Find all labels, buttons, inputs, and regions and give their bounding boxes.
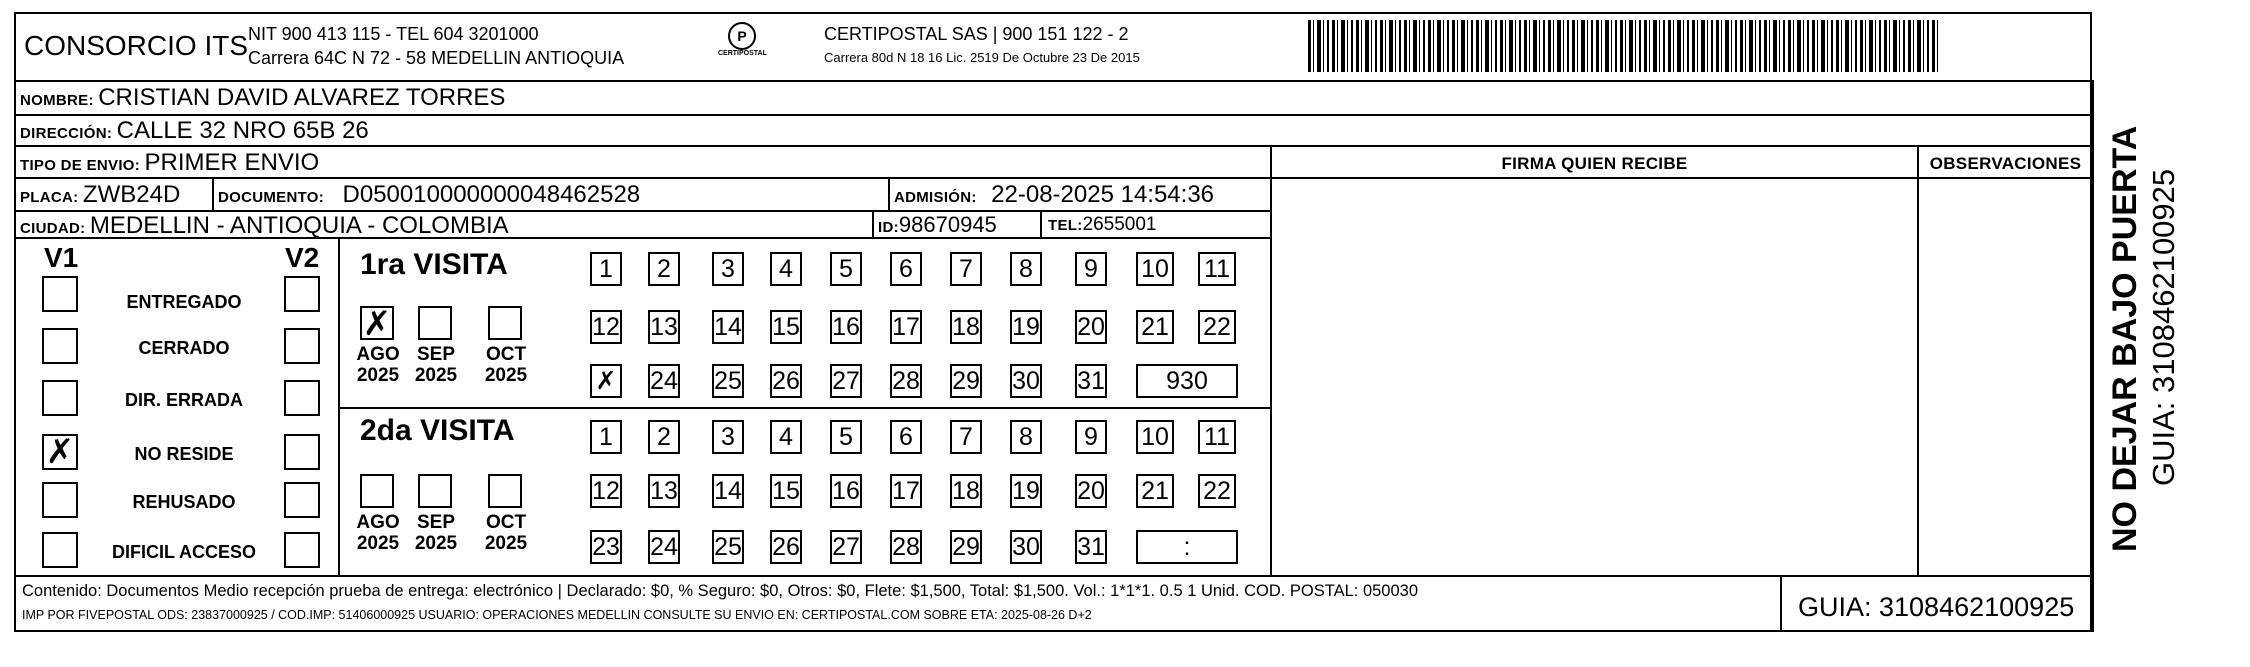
month-name: SEP (416, 512, 456, 533)
placa-label: PLACA: (20, 189, 79, 206)
divider (14, 145, 2092, 147)
day-box[interactable]: 28 (890, 530, 922, 564)
status-option-label: ENTREGADO (126, 292, 242, 312)
month-year: 2025 (484, 365, 528, 386)
day-box[interactable]: 20 (1075, 310, 1107, 344)
divider (2092, 80, 2094, 632)
divider (1040, 210, 1042, 237)
day-box[interactable]: 16 (830, 310, 862, 344)
month-year: 2025 (356, 365, 400, 386)
day-box[interactable]: 30 (1010, 364, 1042, 398)
day-box[interactable]: 12 (590, 310, 622, 344)
day-box[interactable]: 27 (830, 530, 862, 564)
day-box[interactable]: 3 (712, 420, 744, 454)
direccion-row (20, 117, 369, 145)
tipo-row (20, 149, 319, 177)
day-box[interactable]: 21 (1136, 310, 1174, 344)
day-box[interactable]: 15 (770, 474, 802, 508)
day-box[interactable]: 13 (648, 474, 680, 508)
month-name: OCT (485, 512, 527, 533)
time-field[interactable]: 930 (1136, 364, 1238, 398)
month-year: 2025 (356, 533, 400, 554)
day-box[interactable]: 20 (1075, 474, 1107, 508)
month-label (480, 512, 532, 554)
day-box[interactable]: 27 (830, 364, 862, 398)
month-label (352, 512, 404, 554)
day-box[interactable]: 2 (648, 252, 680, 286)
month-checkbox[interactable] (488, 474, 522, 508)
v1-checkbox[interactable] (42, 482, 78, 518)
barcode (1308, 20, 1938, 72)
day-box[interactable]: 18 (950, 310, 982, 344)
v1-checkbox[interactable]: ✗ (42, 434, 78, 470)
month-label (410, 512, 462, 554)
day-box[interactable]: 11 (1198, 420, 1236, 454)
day-box[interactable]: 26 (770, 364, 802, 398)
day-box[interactable]: 10 (1136, 420, 1174, 454)
admision-row (894, 181, 1214, 209)
direccion-label: DIRECCIÓN: (20, 125, 113, 142)
v1-label: V1 (44, 242, 79, 273)
day-box[interactable]: 24 (648, 364, 680, 398)
placa-row (20, 181, 180, 209)
day-box[interactable]: 2 (648, 420, 680, 454)
day-box[interactable]: 31 (1075, 364, 1107, 398)
day-box[interactable]: 14 (712, 310, 744, 344)
placa-value: ZWB24D (82, 181, 181, 208)
month-checkbox[interactable]: ✗ (360, 306, 394, 340)
day-box[interactable]: 6 (890, 252, 922, 286)
footer-line2: IMP POR FIVEPOSTAL ODS: 23837000925 / COD.IMP: 51406000925 USUARIO: OPERACIONES MEDELLIN CONSULTE SU ENVIO EN: CERTIPOSTAL.COM SOBRE ETA: 2025-08-26 D+2 (22, 608, 1092, 622)
v2-checkbox[interactable] (284, 532, 320, 568)
divider (1270, 145, 1272, 575)
day-box[interactable]: 1 (590, 252, 622, 286)
v2-checkbox[interactable] (284, 276, 320, 312)
day-box[interactable]: 5 (830, 252, 862, 286)
side-guia: GUIA: 3108462100925 (2146, 168, 2181, 486)
day-box[interactable]: 7 (950, 252, 982, 286)
ciudad-label: CIUDAD: (20, 220, 86, 237)
month-name: OCT (485, 344, 527, 365)
day-box[interactable]: 28 (890, 364, 922, 398)
day-box[interactable]: 31 (1075, 530, 1107, 564)
nombre-row (20, 84, 505, 112)
month-year: 2025 (484, 533, 528, 554)
status-option-label: REHUSADO (132, 492, 236, 512)
firma-label: FIRMA QUIEN RECIBE (1501, 154, 1688, 173)
day-box[interactable]: 26 (770, 530, 802, 564)
divider (888, 177, 890, 210)
observaciones-label: OBSERVACIONES (1929, 154, 2082, 173)
admision-value: 22-08-2025 14:54:36 (991, 181, 1215, 208)
divider (14, 114, 2092, 116)
day-box[interactable]: 8 (1010, 252, 1042, 286)
day-box[interactable]: 19 (1010, 310, 1042, 344)
tel-row (1048, 214, 1157, 236)
ciudad-value: MEDELLIN - ANTIOQUIA - COLOMBIA (89, 212, 509, 239)
month-checkbox[interactable] (418, 306, 452, 340)
visit1-title: 1ra VISITA (360, 248, 508, 281)
day-box[interactable]: 14 (712, 474, 744, 508)
day-box[interactable]: ✗ (590, 364, 622, 398)
no-dejar-bajo-puerta: NO DEJAR BAJO PUERTA (2106, 125, 2144, 552)
month-year: 2025 (414, 365, 458, 386)
tel-label: TEL: (1048, 217, 1083, 234)
company-nit: NIT 900 413 115 - TEL 604 3201000 (248, 24, 539, 44)
day-box[interactable]: 9 (1075, 420, 1107, 454)
divider (338, 407, 1270, 409)
day-box[interactable]: 8 (1010, 420, 1042, 454)
day-box[interactable]: 29 (950, 530, 982, 564)
company-name: CONSORCIO ITS (24, 30, 249, 61)
day-box[interactable]: 22 (1198, 474, 1236, 508)
status-option-label: DIR. ERRADA (124, 390, 243, 410)
v1-checkbox[interactable] (42, 380, 78, 416)
nombre-label: NOMBRE: (20, 92, 94, 109)
month-year: 2025 (414, 533, 458, 554)
status-option-label: CERRADO (138, 338, 230, 358)
tipo-label: TIPO DE ENVIO: (20, 157, 141, 174)
month-label (480, 344, 532, 386)
day-box[interactable]: 11 (1198, 252, 1236, 286)
day-box[interactable]: 23 (590, 530, 622, 564)
certipostal-logo: P CERTIPOSTAL (718, 22, 766, 57)
day-box[interactable]: 24 (648, 530, 680, 564)
v1-checkbox[interactable] (42, 328, 78, 364)
tel-value: 2655001 (1082, 214, 1157, 235)
divider (212, 177, 214, 210)
documento-label: DOCUMENTO: (218, 189, 325, 206)
divider (338, 237, 340, 575)
day-box[interactable]: 19 (1010, 474, 1042, 508)
footer-line1: Contenido: Documentos Medio recepción prueba de entrega: electrónico | Declarado: $0, % Seguro: $0, Otros: $0, Flete: $1,500, Total: $1,500. Vol.: 1*1*1. 0.5 1 Unid. COD. POSTAL: 050030 (22, 582, 1419, 600)
v2-checkbox[interactable] (284, 482, 320, 518)
v2-label: V2 (285, 242, 320, 273)
day-box[interactable]: 15 (770, 310, 802, 344)
id-label: ID: (878, 219, 899, 236)
admision-label: ADMISIÓN: (894, 189, 977, 206)
v2-checkbox[interactable] (284, 380, 320, 416)
v2-checkbox[interactable] (284, 328, 320, 364)
day-box[interactable]: 18 (950, 474, 982, 508)
day-box[interactable]: 9 (1075, 252, 1107, 286)
month-name: AGO (356, 344, 400, 365)
documento-row (218, 181, 640, 209)
day-box[interactable]: 3 (712, 252, 744, 286)
month-label (410, 344, 462, 386)
v1-checkbox[interactable] (42, 276, 78, 312)
day-box[interactable]: 12 (590, 474, 622, 508)
id-row (878, 212, 997, 238)
day-box[interactable]: 4 (770, 252, 802, 286)
day-box[interactable]: 22 (1198, 310, 1236, 344)
time-field[interactable]: : (1136, 530, 1238, 564)
status-option-label: NO RESIDE (134, 444, 234, 464)
day-box[interactable]: 1 (590, 420, 622, 454)
day-box[interactable]: 17 (890, 474, 922, 508)
day-box[interactable]: 4 (770, 420, 802, 454)
day-box[interactable]: 6 (890, 420, 922, 454)
tipo-value: PRIMER ENVIO (144, 149, 320, 176)
footer-guia: GUIA: 3108462100925 (1798, 592, 2075, 622)
month-label (352, 344, 404, 386)
divider (1920, 177, 2092, 179)
month-name: SEP (416, 344, 456, 365)
visit2-title: 2da VISITA (360, 414, 515, 447)
day-box[interactable]: 7 (950, 420, 982, 454)
day-box[interactable]: 25 (712, 530, 744, 564)
day-box[interactable]: 29 (950, 364, 982, 398)
day-box[interactable]: 30 (1010, 530, 1042, 564)
divider (872, 210, 874, 237)
documento-value: D050010000000048462528 (342, 181, 641, 208)
company-address: Carrera 64C N 72 - 58 MEDELLIN ANTIOQUIA (248, 48, 625, 68)
month-checkbox[interactable] (488, 306, 522, 340)
ciudad-row (20, 212, 509, 240)
day-box[interactable]: 25 (712, 364, 744, 398)
divider (1917, 145, 1919, 575)
v2-checkbox[interactable] (284, 434, 320, 470)
month-checkbox[interactable] (418, 474, 452, 508)
carrier-address: Carrera 80d N 18 16 Lic. 2519 De Octubre 23 De 2015 (824, 50, 1140, 65)
id-value: 98670945 (898, 212, 997, 237)
carrier-name: CERTIPOSTAL SAS | 900 151 122 - 2 (824, 24, 1129, 44)
divider (14, 177, 2092, 179)
day-box[interactable]: 16 (830, 474, 862, 508)
direccion-value: CALLE 32 NRO 65B 26 (116, 117, 369, 144)
month-checkbox[interactable] (360, 474, 394, 508)
day-box[interactable]: 13 (648, 310, 680, 344)
day-box[interactable]: 21 (1136, 474, 1174, 508)
divider (1780, 575, 1782, 632)
nombre-value: CRISTIAN DAVID ALVAREZ TORRES (98, 84, 506, 111)
divider (14, 80, 2092, 82)
v1-checkbox[interactable] (42, 532, 78, 568)
month-name: AGO (356, 512, 400, 533)
day-box[interactable]: 10 (1136, 252, 1174, 286)
status-option-label: DIFICIL ACCESO (111, 542, 256, 562)
day-box[interactable]: 17 (890, 310, 922, 344)
day-box[interactable]: 5 (830, 420, 862, 454)
